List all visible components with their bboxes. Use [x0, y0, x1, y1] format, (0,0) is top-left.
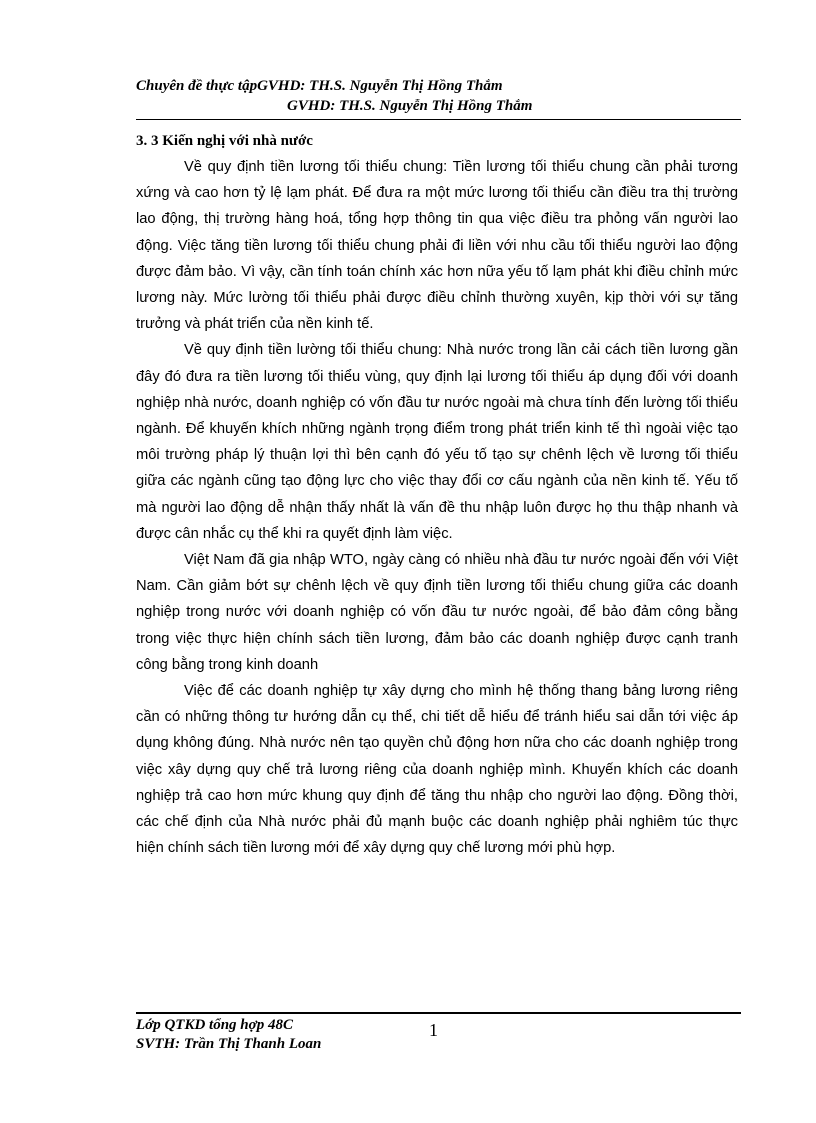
paragraph: Việt Nam đã gia nhập WTO, ngày càng có nhiều nhà đầu tư nước ngoài đến với Việt Nam. Cần giảm bớt sự chênh lệch về quy định tiền lương tối thiểu chung giữa các doanh nghiệp trong nước với doanh nghiệp có vốn đầu tư nước ngoài, để bảo đảm công bằng trong việc thực hiện chính sách tiền lương, đảm bảo các doanh nghiệp được cạnh tranh công bằng trong kinh doanh [136, 552, 738, 673]
page-footer [136, 1016, 741, 1054]
page-number: 1 [429, 1020, 438, 1040]
document-body [136, 128, 738, 861]
paragraph: Về quy định tiền lương tối thiểu chung: Tiền lương tối thiểu chung cần phải tương xứng và cao hơn tỷ lệ lạm phát. Để đưa ra một mức lương tối thiểu cần điều tra thị trường lao động, thị trường hàng hoá, tổng hợp thông tin qua việc điều tra phỏng vấn người lao động. Việc tăng tiền lương tối thiểu chung phải đi liền với nhu cầu tối thiểu người lao động được đảm bảo. Vì vậy, cần tính toán chính xác hơn nữa yếu tố lạm phát khi điều chỉnh mức lương này. Mức lường tối thiểu phải được điều chỉnh thường xuyên, kịp thời với sự tăng trưởng và phát triển của nền kinh tế. [136, 159, 738, 333]
section-heading: 3. 3 Kiến nghị với nhà nước [136, 133, 313, 149]
footer-student-name: SVTH: Trần Thị Thanh Loan [136, 1036, 322, 1052]
header-title-line: Chuyên đề thực tậpGVHD: TH.S. Nguyễn Thị Hồng Thắm [136, 78, 503, 94]
paragraph: Việc để các doanh nghiệp tự xây dựng cho mình hệ thống thang bảng lương riêng cần có những thông tư hướng dẫn cụ thể, chi tiết dễ hiểu để tránh hiểu sai dẫn tới việc áp dụng không đúng. Nhà nước nên tạo quyền chủ động hơn nữa cho các doanh nghiệp trong việc xây dựng quy chế trả lương riêng của doanh nghiệp mình. Khuyến khích các doanh nghiệp trả cao hơn mức khung quy định để tăng thu nhập cho người lao động. Đồng thời, các chế định của Nhà nước phải đủ mạnh buộc các doanh nghiệp phải nghiêm túc thực hiện chính sách tiền lương mới để xây dựng quy chế lương mới phù hợp. [136, 683, 738, 857]
footer-divider [136, 1012, 741, 1014]
header-supervisor-line: GVHD: TH.S. Nguyễn Thị Hồng Thắm [287, 98, 533, 114]
page-header [136, 76, 741, 116]
paragraph: Về quy định tiền lường tối thiểu chung: Nhà nước trong lần cải cách tiền lương gần đây đó đưa ra tiền lương tối thiểu vùng, quy định lại lương tối thiểu áp dụng đối với doanh nghiệp nhà nước, doanh nghiệp có vốn đầu tư nước ngoài mà chưa tính đến lường tối thiểu ngành. Để khuyến khích những ngành trọng điểm trong phát triển kinh tế thì ngoài việc tạo môi trường pháp lý thuận lợi thì bên cạnh đó yếu tố tạo sự chênh lệch về lương tối thiểu giữa các ngành cũng tạo động lực cho việc thay đổi cơ cấu ngành của nền kinh tế. Yếu tố mà người lao động dễ nhận thấy nhất là vấn đề thu nhập luôn được họ thu thập nhanh và được cân nhắc cụ thể khi ra quyết định làm việc. [136, 342, 738, 542]
footer-class-name: Lớp QTKD tổng hợp 48C [136, 1017, 293, 1033]
header-divider [136, 119, 741, 120]
